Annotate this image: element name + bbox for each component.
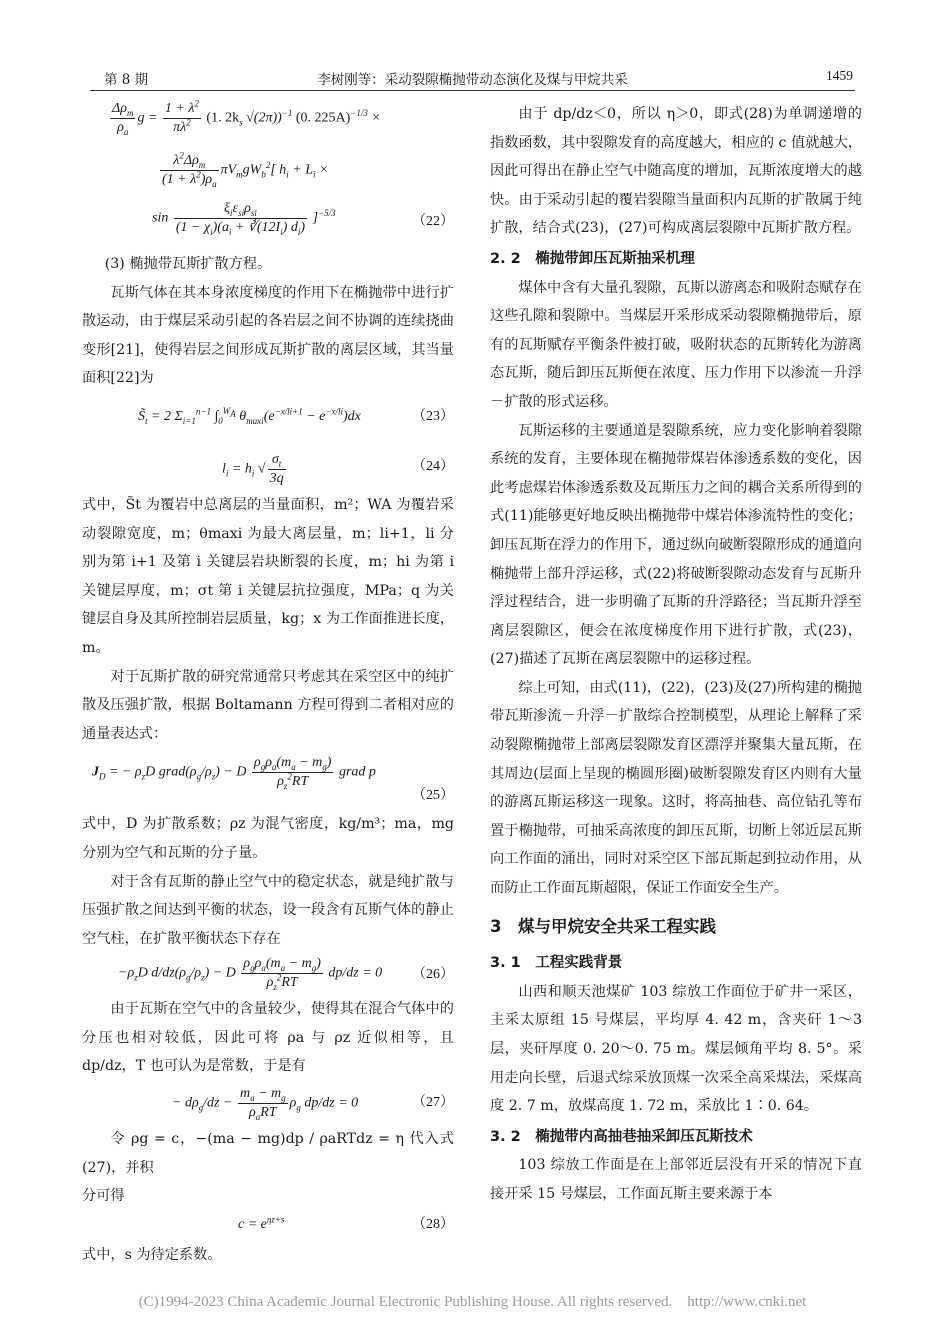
- equation-23: $S̃_t = 2$ $\Sigma_{i=1}^{n-1}$ $\int_0^{W_A}$ $\theta_{maxi}(e^{-x/li+1} - e^{-x/li})dx$ （23）: [82, 393, 454, 445]
- right-paragraph-1: 由于 dp/dz＜0，所以 η＞0，即式(28)为单调递增的指数函数，其中裂隙发育的高度越大，相应的 c 值就越大，因此可得出在静止空气中随高度的增加，瓦斯浓度增大的越快。由于采动引起的覆岩裂隙当量面积内瓦斯的扩散属于纯扩散，结合式(23)，(27)可构成离层裂隙中瓦斯扩散方程。: [490, 106, 862, 237]
- eq25-number: （25）: [412, 788, 454, 804]
- eq23-number: （23）: [412, 408, 454, 424]
- eq22-term-a: (1. 2k: [206, 110, 240, 126]
- issue-label: 第 8 期: [104, 72, 149, 88]
- equation-28: $c = e^{\eta z+s}$ （28）: [82, 1211, 454, 1241]
- left-paragraph-7a: 令 ρg = c，−(ma − mg)dp / ρaRTdz = η 代入式(27)，并积: [82, 1131, 454, 1176]
- item-3: (3) 椭抛带瓦斯扩散方程。: [104, 256, 272, 272]
- left-paragraph-4: 式中，D 为扩散系数；ρz 为混气密度，kg/m³；ma，mg 分别为空气和瓦斯的分子量。: [82, 816, 454, 861]
- page-number: 1459: [826, 68, 853, 83]
- section-heading-3: 3 煤与甲烷安全共采工程实践: [490, 916, 716, 936]
- right-paragraph-3: 瓦斯运移的主要通道是裂隙系统，应力变化影响着裂隙系统的发育，主要体现在椭抛带煤岩体渗透系数的变化，因此考虑煤岩体渗透系数及瓦斯压力之间的耦合关系所得到的式(11)能够更好地反映出椭抛带中煤岩体渗流特性的变化；卸压瓦斯在浮力的作用下，通过纵向破断裂隙形成的通道向椭抛带上部升浮运移，式(22)将破断裂隙动态发育与瓦斯升浮过程结合，进一步明确了瓦斯的升浮路径；当瓦斯升浮至离层裂隙区，便会在浓度梯度作用下进行扩散，式(23)，(27)描述了瓦斯在离层裂隙中的运移过程。: [490, 422, 862, 668]
- eq27-number: （27）: [412, 1095, 454, 1111]
- equation-25: $J_D$ = − $\rho_zD$ $grad(\rho_g/\rho_z) - D$ $\frac{\rho_g\rho_a(m_a - m_g)}{\rho_z^2RT}$ grad p （25）: [82, 748, 454, 810]
- section-heading-2-2: 2. 2 椭抛带卸压瓦斯抽采机理: [490, 250, 695, 267]
- right-paragraph-4: 综上可知，由式(11)，(22)，(23)及(27)所构建的椭抛带瓦斯渗流－升浮－扩散综合控制模型，从理论上解释了采动裂隙椭抛带上部离层裂隙发育区漂浮并聚集大量瓦斯，在其周边(层面上呈现的椭圆形圈)破断裂隙发育区内则有大量的游离瓦斯运移这一现象。这时，将高抽巷、高位钻孔等布置于椭抛带，可抽采高浓度的卸压瓦斯，切断上邻近层瓦斯向工作面的涌出，同时对采空区下部瓦斯起到拉动作用，从而防止工作面瓦斯超限，保证工作面安全生产。: [490, 679, 862, 897]
- eq22-number: （22）: [412, 214, 454, 229]
- left-paragraph-8: 式中，s 为待定系数。: [82, 1246, 222, 1263]
- left-paragraph-5: 对于含有瓦斯的静止空气中的稳定状态，就是纯扩散与压强扩散之间达到平衡的状态，设一段含有瓦斯气体的静止空气柱，在扩散平衡状态下存在: [82, 873, 454, 947]
- eq28-number: （28）: [412, 1216, 454, 1232]
- section-heading-3-1: 3. 1 工程实践背景: [490, 955, 623, 972]
- right-column: [490, 100, 862, 1209]
- equation-22: $\frac{\Delta\rho_m}{\rho_a}$ g = $\frac{1 + \lambda^2}{\pi\lambda^2}$ (1. $2k_s$ √(2π))$^{-1}$ (0. 225A)$^{-1/3}$ × $\frac{\lambda^2\Delta\rho_m}{(1 + \lambda^2)\rho_a}$ $\pi V_mgW_b^2$[ $h_i + L_i$ × sin $\frac{\xi_i\varepsilon_{si}\rho_{si}}{(1 - \chi_i)(a_i + ∛(12I_i) d_i)}$ ]$^{-5/3}$ （22）: [112, 98, 454, 237]
- running-title: 李树刚等：采动裂隙椭抛带动态演化及煤与甲烷共采: [317, 72, 628, 88]
- right-paragraph-5: 山西和顺天池煤矿 103 综放工作面位于矿井一采区，主采太原组 15 号煤层，平均厚 4. 42 m，含夹矸 1～3 层，夹矸厚度 0. 20～0. 75 m。煤层倾角平均 8. 5°。采用走向长壁，后退式综采放顶煤一次采全高采煤法，采煤高度 2. 7 m，放煤高度 1. 72 m，采放比 1∶0. 64。: [490, 983, 862, 1115]
- copyright-footer: (C)1994-2023 China Academic Journal Electronic Publishing House. All rights reserved. http://www.cnki.net: [138, 1294, 807, 1310]
- section-heading-3-2: 3. 2 椭抛带内高抽巷抽采卸压瓦斯技术: [490, 1128, 753, 1145]
- running-header: [90, 66, 855, 91]
- left-paragraph-3: 对于瓦斯扩散的研究常通常只考虑其在采空区中的纯扩散及压强扩散，根据 Boltamann 方程可得到二者相对应的通量表达式：: [82, 668, 454, 742]
- right-paragraph-2: 煤体中含有大量孔裂隙，瓦斯以游离态和吸附态赋存在这些孔隙和裂隙中。当煤层开采形成采动裂隙椭抛带后，原有的瓦斯赋存平衡条件被打破，吸附状态的瓦斯转化为游离态瓦斯，随后卸压瓦斯便在浓度、压力作用下以渗流－升浮－扩散的形式运移。: [490, 279, 862, 410]
- equation-24: $l_i = h_i$ √ $\frac{\sigma_t}{3q}$ （24）: [222, 451, 454, 486]
- eq26-number: （26）: [412, 967, 454, 983]
- left-paragraph-6: 由于瓦斯在空气中的含量较少，使得其在混合气体中的分压也相对较低，因此可将 ρa 与 ρz 近似相等，且 dp/dz，T 也可认为是常数，于是有: [82, 1001, 454, 1075]
- eq22-term-b: (0. 225A): [295, 110, 351, 126]
- left-paragraph-7b: 分可得: [82, 1188, 125, 1205]
- left-paragraph-2: 式中，S̃t 为覆岩中总离层的当量面积，m²；WA 为覆岩采动裂隙宽度，m；θmaxi 为最大离层量，m；li+1，li 分别为第 i+1 及第 i 关键层岩块断裂的长度，m；hi 为第 i 关键层厚度，m；σt 第 i 关键层抗拉强度，MPa；q 为关键层自身及其所控制岩层质量，kg；x 为工作面推进长度，m。: [82, 496, 454, 656]
- equation-26: $-\rho_zD$ $d/dz(\rho_g/\rho_z) - D$ $\frac{\rho_g\rho_a(m_a - m_g)}{\rho_z^2RT}$ dp/dz = 0 （26）: [118, 956, 454, 993]
- eq24-number: （24）: [412, 458, 454, 474]
- left-paragraph-1: 瓦斯气体在其本身浓度梯度的作用下在椭抛带中进行扩散运动，由于煤层采动引起的各岩层之间不协调的连续挠曲变形[21]，使得岩层之间形成瓦斯扩散的离层区域，其当量面积[22]为: [82, 284, 454, 387]
- right-paragraph-6: 103 综放工作面是在上部邻近层没有开采的情况下直接开采 15 号煤层，工作面瓦斯主要来源于本: [490, 1157, 862, 1202]
- left-column: [82, 100, 454, 1269]
- equation-27: − $d\rho_g/dz$ − $\frac{m_a - m_g}{\rho_aRT}$ $\rho_g$ dp/dz = 0 （27）: [172, 1086, 454, 1122]
